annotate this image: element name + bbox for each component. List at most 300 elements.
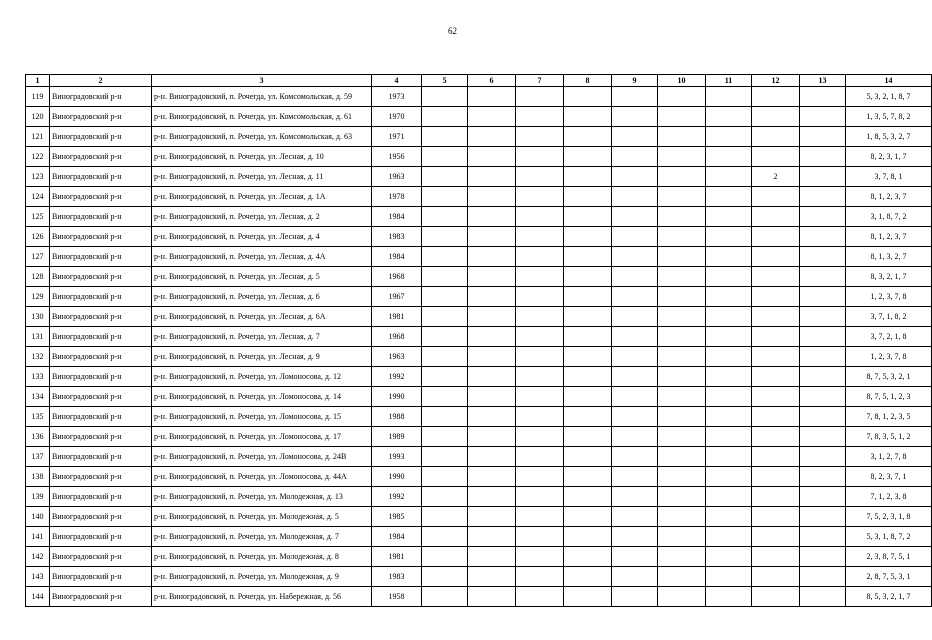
- column-header-9: 9: [612, 75, 658, 87]
- col7-cell: [516, 507, 564, 527]
- table-row: [26, 267, 932, 287]
- district-cell: Виноградовский р-н: [50, 247, 152, 267]
- address-cell: р-н. Виноградовский, п. Рочегда, ул. Лесная, д. 7: [152, 327, 372, 347]
- col7-cell: [516, 447, 564, 467]
- district-cell: Виноградовский р-н: [50, 427, 152, 447]
- col14-cell: 8, 1, 3, 2, 7: [846, 247, 932, 267]
- col11-cell: [706, 547, 752, 567]
- col10-cell: [658, 447, 706, 467]
- year-cell: 1978: [372, 187, 422, 207]
- table-row: [26, 547, 932, 567]
- table-row: [26, 587, 932, 607]
- col6-cell: [468, 87, 516, 107]
- table-row: [26, 427, 932, 447]
- col10-cell: [658, 107, 706, 127]
- col6-cell: [468, 307, 516, 327]
- address-cell: р-н. Виноградовский, п. Рочегда, ул. Молодежная, д. 9: [152, 567, 372, 587]
- table-row: [26, 487, 932, 507]
- col10-cell: [658, 427, 706, 447]
- table-row: [26, 567, 932, 587]
- col11-cell: [706, 427, 752, 447]
- row-number: 137: [26, 447, 50, 467]
- year-cell: 1956: [372, 147, 422, 167]
- year-cell: 1993: [372, 447, 422, 467]
- col12-cell: [752, 347, 800, 367]
- col9-cell: [612, 147, 658, 167]
- col9-cell: [612, 427, 658, 447]
- col10-cell: [658, 367, 706, 387]
- col12-cell: [752, 187, 800, 207]
- table-row: [26, 367, 932, 387]
- col9-cell: [612, 327, 658, 347]
- table-row: [26, 287, 932, 307]
- col12-cell: [752, 507, 800, 527]
- col11-cell: [706, 387, 752, 407]
- column-header-1: 1: [26, 75, 50, 87]
- row-number: 141: [26, 527, 50, 547]
- col9-cell: [612, 567, 658, 587]
- row-number: 128: [26, 267, 50, 287]
- col6-cell: [468, 127, 516, 147]
- row-number: 122: [26, 147, 50, 167]
- col8-cell: [564, 167, 612, 187]
- col8-cell: [564, 507, 612, 527]
- address-cell: р-н. Виноградовский, п. Рочегда, ул. Молодежная, д. 8: [152, 547, 372, 567]
- col14-cell: 5, 3, 2, 1, 8, 7: [846, 87, 932, 107]
- col8-cell: [564, 567, 612, 587]
- col11-cell: [706, 367, 752, 387]
- col11-cell: [706, 527, 752, 547]
- column-header-14: 14: [846, 75, 932, 87]
- col8-cell: [564, 307, 612, 327]
- district-cell: Виноградовский р-н: [50, 287, 152, 307]
- year-cell: 1970: [372, 107, 422, 127]
- col9-cell: [612, 347, 658, 367]
- col14-cell: 3, 7, 8, 1: [846, 167, 932, 187]
- col5-cell: [422, 127, 468, 147]
- col5-cell: [422, 87, 468, 107]
- address-cell: р-н. Виноградовский, п. Рочегда, ул. Молодежная, д. 13: [152, 487, 372, 507]
- district-cell: Виноградовский р-н: [50, 187, 152, 207]
- col10-cell: [658, 347, 706, 367]
- col11-cell: [706, 327, 752, 347]
- row-number: 131: [26, 327, 50, 347]
- col5-cell: [422, 367, 468, 387]
- table-row: [26, 327, 932, 347]
- col8-cell: [564, 187, 612, 207]
- col13-cell: [800, 207, 846, 227]
- col6-cell: [468, 527, 516, 547]
- col10-cell: [658, 527, 706, 547]
- col12-cell: [752, 467, 800, 487]
- row-number: 119: [26, 87, 50, 107]
- col12-cell: [752, 227, 800, 247]
- col14-cell: 8, 7, 5, 3, 2, 1: [846, 367, 932, 387]
- col9-cell: [612, 247, 658, 267]
- col8-cell: [564, 427, 612, 447]
- row-number: 127: [26, 247, 50, 267]
- col11-cell: [706, 127, 752, 147]
- col12-cell: [752, 87, 800, 107]
- col11-cell: [706, 347, 752, 367]
- col6-cell: [468, 587, 516, 607]
- row-number: 144: [26, 587, 50, 607]
- row-number: 143: [26, 567, 50, 587]
- col5-cell: [422, 207, 468, 227]
- col12-cell: [752, 427, 800, 447]
- address-cell: р-н. Виноградовский, п. Рочегда, ул. Набережная, д. 56: [152, 587, 372, 607]
- col13-cell: [800, 147, 846, 167]
- col11-cell: [706, 87, 752, 107]
- table-row: [26, 207, 932, 227]
- year-cell: 1992: [372, 367, 422, 387]
- col13-cell: [800, 387, 846, 407]
- col14-cell: 7, 8, 3, 5, 1, 2: [846, 427, 932, 447]
- col7-cell: [516, 307, 564, 327]
- col6-cell: [468, 367, 516, 387]
- address-cell: р-н. Виноградовский, п. Рочегда, ул. Лесная, д. 9: [152, 347, 372, 367]
- col12-cell: [752, 567, 800, 587]
- col12-cell: [752, 247, 800, 267]
- col5-cell: [422, 247, 468, 267]
- address-cell: р-н. Виноградовский, п. Рочегда, ул. Ломоносова, д. 24В: [152, 447, 372, 467]
- col7-cell: [516, 407, 564, 427]
- col7-cell: [516, 527, 564, 547]
- col12-cell: [752, 207, 800, 227]
- col14-cell: 2, 8, 7, 5, 3, 1: [846, 567, 932, 587]
- col13-cell: [800, 107, 846, 127]
- district-cell: Виноградовский р-н: [50, 507, 152, 527]
- row-number: 133: [26, 367, 50, 387]
- address-cell: р-н. Виноградовский, п. Рочегда, ул. Лесная, д. 6А: [152, 307, 372, 327]
- table-row: [26, 87, 932, 107]
- col9-cell: [612, 487, 658, 507]
- col5-cell: [422, 267, 468, 287]
- col13-cell: [800, 307, 846, 327]
- col5-cell: [422, 507, 468, 527]
- col10-cell: [658, 307, 706, 327]
- col9-cell: [612, 127, 658, 147]
- col7-cell: [516, 567, 564, 587]
- col9-cell: [612, 447, 658, 467]
- row-number: 135: [26, 407, 50, 427]
- col6-cell: [468, 267, 516, 287]
- col7-cell: [516, 327, 564, 347]
- col9-cell: [612, 207, 658, 227]
- year-cell: 1983: [372, 567, 422, 587]
- row-number: 120: [26, 107, 50, 127]
- col5-cell: [422, 527, 468, 547]
- table-row: [26, 347, 932, 367]
- table-row: [26, 147, 932, 167]
- column-header-2: 2: [50, 75, 152, 87]
- col6-cell: [468, 467, 516, 487]
- col12-cell: [752, 287, 800, 307]
- column-header-3: 3: [152, 75, 372, 87]
- col8-cell: [564, 107, 612, 127]
- col14-cell: 7, 5, 2, 3, 1, 8: [846, 507, 932, 527]
- col9-cell: [612, 527, 658, 547]
- header-row: [26, 75, 932, 87]
- year-cell: 1981: [372, 547, 422, 567]
- address-cell: р-н. Виноградовский, п. Рочегда, ул. Комсомольская, д. 63: [152, 127, 372, 147]
- col10-cell: [658, 167, 706, 187]
- address-cell: р-н. Виноградовский, п. Рочегда, ул. Молодежная, д. 5: [152, 507, 372, 527]
- col13-cell: [800, 547, 846, 567]
- col9-cell: [612, 227, 658, 247]
- col11-cell: [706, 287, 752, 307]
- col11-cell: [706, 147, 752, 167]
- col10-cell: [658, 467, 706, 487]
- year-cell: 1967: [372, 287, 422, 307]
- table-row: [26, 307, 932, 327]
- table-row: [26, 507, 932, 527]
- col5-cell: [422, 187, 468, 207]
- col12-cell: [752, 387, 800, 407]
- col11-cell: [706, 447, 752, 467]
- col8-cell: [564, 527, 612, 547]
- col10-cell: [658, 507, 706, 527]
- col5-cell: [422, 427, 468, 447]
- col10-cell: [658, 547, 706, 567]
- district-cell: Виноградовский р-н: [50, 347, 152, 367]
- col5-cell: [422, 547, 468, 567]
- col9-cell: [612, 507, 658, 527]
- col12-cell: [752, 447, 800, 467]
- col9-cell: [612, 287, 658, 307]
- col13-cell: [800, 187, 846, 207]
- column-header-7: 7: [516, 75, 564, 87]
- col7-cell: [516, 167, 564, 187]
- col11-cell: [706, 587, 752, 607]
- col13-cell: [800, 567, 846, 587]
- col11-cell: [706, 267, 752, 287]
- year-cell: 1990: [372, 387, 422, 407]
- col5-cell: [422, 327, 468, 347]
- col14-cell: 1, 2, 3, 7, 8: [846, 287, 932, 307]
- col6-cell: [468, 107, 516, 127]
- row-number: 129: [26, 287, 50, 307]
- col11-cell: [706, 507, 752, 527]
- col12-cell: [752, 147, 800, 167]
- district-cell: Виноградовский р-н: [50, 267, 152, 287]
- col10-cell: [658, 387, 706, 407]
- col12-cell: [752, 307, 800, 327]
- year-cell: 1973: [372, 87, 422, 107]
- column-header-6: 6: [468, 75, 516, 87]
- year-cell: 1990: [372, 467, 422, 487]
- col5-cell: [422, 167, 468, 187]
- col9-cell: [612, 107, 658, 127]
- col13-cell: [800, 327, 846, 347]
- col14-cell: 8, 2, 3, 1, 7: [846, 147, 932, 167]
- address-cell: р-н. Виноградовский, п. Рочегда, ул. Лесная, д. 5: [152, 267, 372, 287]
- col5-cell: [422, 447, 468, 467]
- col6-cell: [468, 447, 516, 467]
- col8-cell: [564, 267, 612, 287]
- address-cell: р-н. Виноградовский, п. Рочегда, ул. Лесная, д. 6: [152, 287, 372, 307]
- address-cell: р-н. Виноградовский, п. Рочегда, ул. Лесная, д. 4: [152, 227, 372, 247]
- col7-cell: [516, 547, 564, 567]
- col6-cell: [468, 207, 516, 227]
- address-cell: р-н. Виноградовский, п. Рочегда, ул. Ломоносова, д. 12: [152, 367, 372, 387]
- col11-cell: [706, 187, 752, 207]
- year-cell: 1963: [372, 167, 422, 187]
- col13-cell: [800, 407, 846, 427]
- col6-cell: [468, 387, 516, 407]
- district-cell: Виноградовский р-н: [50, 207, 152, 227]
- col8-cell: [564, 287, 612, 307]
- row-number: 124: [26, 187, 50, 207]
- col10-cell: [658, 487, 706, 507]
- col12-cell: [752, 327, 800, 347]
- table-row: [26, 247, 932, 267]
- col5-cell: [422, 147, 468, 167]
- col13-cell: [800, 427, 846, 447]
- col11-cell: [706, 567, 752, 587]
- col13-cell: [800, 347, 846, 367]
- address-cell: р-н. Виноградовский, п. Рочегда, ул. Лесная, д. 4А: [152, 247, 372, 267]
- address-cell: р-н. Виноградовский, п. Рочегда, ул. Комсомольская, д. 59: [152, 87, 372, 107]
- year-cell: 1968: [372, 267, 422, 287]
- col6-cell: [468, 487, 516, 507]
- col7-cell: [516, 207, 564, 227]
- col9-cell: [612, 407, 658, 427]
- col9-cell: [612, 307, 658, 327]
- page-number: 62: [448, 26, 457, 36]
- col9-cell: [612, 467, 658, 487]
- district-cell: Виноградовский р-н: [50, 127, 152, 147]
- col13-cell: [800, 287, 846, 307]
- col7-cell: [516, 487, 564, 507]
- year-cell: 1968: [372, 327, 422, 347]
- year-cell: 1963: [372, 347, 422, 367]
- district-cell: Виноградовский р-н: [50, 587, 152, 607]
- col6-cell: [468, 247, 516, 267]
- year-cell: 1984: [372, 247, 422, 267]
- col14-cell: 5, 3, 1, 8, 7, 2: [846, 527, 932, 547]
- col9-cell: [612, 587, 658, 607]
- col14-cell: 3, 7, 2, 1, 8: [846, 327, 932, 347]
- col6-cell: [468, 327, 516, 347]
- address-cell: р-н. Виноградовский, п. Рочегда, ул. Ломоносова, д. 17: [152, 427, 372, 447]
- table-row: [26, 387, 932, 407]
- col8-cell: [564, 327, 612, 347]
- address-cell: р-н. Виноградовский, п. Рочегда, ул. Ломоносова, д. 15: [152, 407, 372, 427]
- column-header-12: 12: [752, 75, 800, 87]
- col11-cell: [706, 467, 752, 487]
- col8-cell: [564, 347, 612, 367]
- col13-cell: [800, 507, 846, 527]
- address-cell: р-н. Виноградовский, п. Рочегда, ул. Лесная, д. 10: [152, 147, 372, 167]
- row-number: 125: [26, 207, 50, 227]
- column-header-11: 11: [706, 75, 752, 87]
- col12-cell: [752, 527, 800, 547]
- row-number: 121: [26, 127, 50, 147]
- district-cell: Виноградовский р-н: [50, 387, 152, 407]
- col6-cell: [468, 287, 516, 307]
- col10-cell: [658, 407, 706, 427]
- col8-cell: [564, 147, 612, 167]
- col14-cell: 1, 3, 5, 7, 8, 2: [846, 107, 932, 127]
- col12-cell: [752, 587, 800, 607]
- address-cell: р-н. Виноградовский, п. Рочегда, ул. Молодежная, д. 7: [152, 527, 372, 547]
- col10-cell: [658, 247, 706, 267]
- col13-cell: [800, 267, 846, 287]
- year-cell: 1971: [372, 127, 422, 147]
- col7-cell: [516, 467, 564, 487]
- table-row: [26, 167, 932, 187]
- col7-cell: [516, 367, 564, 387]
- col5-cell: [422, 227, 468, 247]
- col7-cell: [516, 187, 564, 207]
- col10-cell: [658, 587, 706, 607]
- col13-cell: [800, 127, 846, 147]
- col10-cell: [658, 227, 706, 247]
- year-cell: 1983: [372, 227, 422, 247]
- address-cell: р-н. Виноградовский, п. Рочегда, ул. Лесная, д. 2: [152, 207, 372, 227]
- col9-cell: [612, 367, 658, 387]
- col14-cell: 8, 1, 2, 3, 7: [846, 227, 932, 247]
- col9-cell: [612, 87, 658, 107]
- row-number: 134: [26, 387, 50, 407]
- col5-cell: [422, 407, 468, 427]
- year-cell: 1984: [372, 527, 422, 547]
- year-cell: 1989: [372, 427, 422, 447]
- year-cell: 1958: [372, 587, 422, 607]
- col7-cell: [516, 87, 564, 107]
- col7-cell: [516, 267, 564, 287]
- year-cell: 1992: [372, 487, 422, 507]
- col14-cell: 3, 7, 1, 8, 2: [846, 307, 932, 327]
- col10-cell: [658, 207, 706, 227]
- col9-cell: [612, 387, 658, 407]
- table-row: [26, 227, 932, 247]
- col6-cell: [468, 407, 516, 427]
- col6-cell: [468, 147, 516, 167]
- col6-cell: [468, 227, 516, 247]
- col12-cell: [752, 367, 800, 387]
- col7-cell: [516, 227, 564, 247]
- address-cell: р-н. Виноградовский, п. Рочегда, ул. Комсомольская, д. 61: [152, 107, 372, 127]
- address-cell: р-н. Виноградовский, п. Рочегда, ул. Лесная, д. 1А: [152, 187, 372, 207]
- address-cell: р-н. Виноградовский, п. Рочегда, ул. Ломоносова, д. 14: [152, 387, 372, 407]
- table-body: [26, 87, 932, 607]
- district-cell: Виноградовский р-н: [50, 467, 152, 487]
- col9-cell: [612, 167, 658, 187]
- col14-cell: 1, 2, 3, 7, 8: [846, 347, 932, 367]
- column-header-13: 13: [800, 75, 846, 87]
- district-cell: Виноградовский р-н: [50, 367, 152, 387]
- row-number: 130: [26, 307, 50, 327]
- year-cell: 1981: [372, 307, 422, 327]
- table-row: [26, 107, 932, 127]
- col6-cell: [468, 347, 516, 367]
- col13-cell: [800, 527, 846, 547]
- table-row: [26, 407, 932, 427]
- col12-cell: 2: [752, 167, 800, 187]
- col11-cell: [706, 167, 752, 187]
- district-cell: Виноградовский р-н: [50, 167, 152, 187]
- col14-cell: 8, 3, 2, 1, 7: [846, 267, 932, 287]
- col14-cell: 1, 8, 5, 3, 2, 7: [846, 127, 932, 147]
- col11-cell: [706, 107, 752, 127]
- col5-cell: [422, 307, 468, 327]
- table-row: [26, 447, 932, 467]
- col5-cell: [422, 487, 468, 507]
- col8-cell: [564, 127, 612, 147]
- row-number: 138: [26, 467, 50, 487]
